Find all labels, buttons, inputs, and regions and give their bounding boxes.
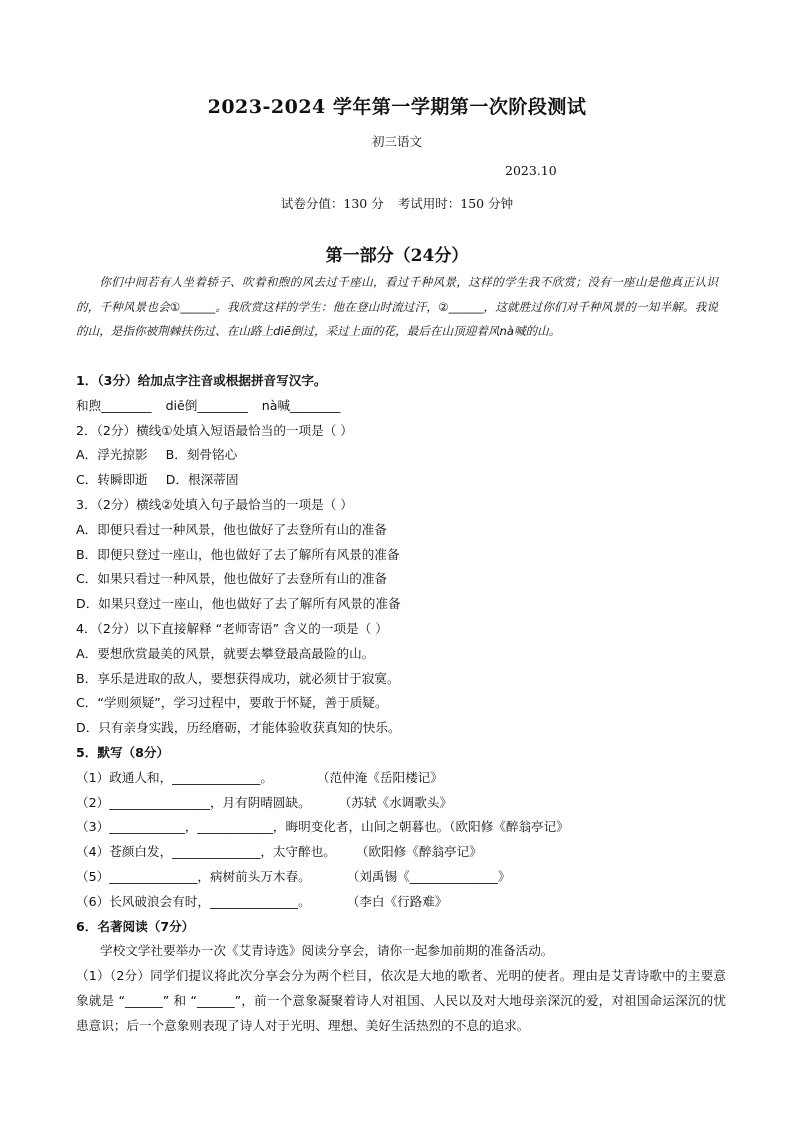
q5-line1-text: （1）政通人和，______________。 xyxy=(76,769,273,785)
q2-options-row1 xyxy=(76,443,726,468)
q2-option-b: B．刻骨铭心 xyxy=(165,447,238,463)
q5-line5-text: （5）______________，病树前头万木春。 xyxy=(76,868,311,884)
passage-text: 你们中间若有人坐着轿子、吹着和煦的风去过千座山，看过千种风景，这样的学生我不欣赏；没有一座山是他真正认识的，千种风景也会①______。我欣赏这样的学生：他在登山时流过汗，②______，这就胜过你们对千种风景的一知半解。我说的山，是指你被荆棘扶伤过、在山路上diē倒过，采过上面的花，最后在山顶迎着风nà喊的山。 xyxy=(76,275,718,339)
q3-stem: 3．（2分）横线②处填入句子最恰当的一项是（ ） xyxy=(76,496,353,512)
q1-item2: diē倒________ xyxy=(165,397,248,413)
q5-line4-source: （欧阳修《醉翁亭记》 xyxy=(355,844,482,860)
q5-line4-text: （4）苍颜白发，______________，太守醉也。 xyxy=(76,844,336,860)
time-info: 考试用时：150 分钟 xyxy=(397,196,514,211)
q4-option-b: B．享乐是进取的敌人，要想获得成功，就必须甘于寂寞。 xyxy=(76,670,400,686)
exam-date: 2023.10 xyxy=(505,163,557,178)
exam-meta xyxy=(0,194,794,212)
q3-option-b: B．即便只登过一座山，他也做好了去了解所有风景的准备 xyxy=(76,546,400,562)
q3-option-d: D．如果只登过一座山，他也做好了去了解所有风景的准备 xyxy=(76,596,401,612)
q4-option-d: D．只有亲身实践，历经磨砺，才能体验收获真知的快乐。 xyxy=(76,720,401,736)
q2-stem: 2．（2分）横线①处填入短语最恰当的一项是（ ） xyxy=(76,422,353,438)
q4-stem: 4．（2分）以下直接解释 “老师寄语” 含义的一项是（ ） xyxy=(76,620,388,636)
score-info: 试卷分值：130 分 xyxy=(280,196,384,211)
q5-line2 xyxy=(76,791,726,816)
q3-option-a: A．即便只看过一种风景，他也做好了去登所有山的准备 xyxy=(76,521,387,537)
subject-label: 初三语文 xyxy=(371,134,422,149)
q4-option-c: C．“学则须疑”，学习过程中，要敢于怀疑，善于质疑。 xyxy=(76,695,388,711)
q5-line4 xyxy=(76,840,726,865)
section-title: 第一部分（24分） xyxy=(325,246,469,266)
q5-line1 xyxy=(76,766,726,791)
q2-options-row2 xyxy=(76,468,726,493)
exam-title: 2023-2024 学年第一学期第一次阶段测试 xyxy=(207,96,587,118)
q1-item1: 和煦________ xyxy=(76,397,152,413)
q6-stem: 6．名著阅读（7分） xyxy=(76,918,195,934)
q1-stem: 1．（3分）给加点字注音或根据拼音写汉字。 xyxy=(76,373,327,388)
q5-line1-source: （范仲淹《岳阳楼记》 xyxy=(316,769,443,785)
q6-intro: 学校文学社要举办一次《艾青诗选》阅读分享会，请你一起参加前期的准备活动。 xyxy=(100,943,554,959)
q1-items xyxy=(76,394,726,419)
q3-option-c: C．如果只看过一种风景，他也做好了去登所有山的准备 xyxy=(76,571,388,587)
q6-part1: （1）（2分）同学们提议将此次分享会分为两个栏目，依次是大地的歌者、光明的使者。理由是艾青诗歌中的主要意象就是 “______” 和 “______”，前一个意象凝聚着诗人对祖国、人民以及对大地母亲深沉的爱，对祖国命运深沉的忧患意识；后一个意象则表现了诗人对于光明、理想、美好生活热烈的不息的追求。 xyxy=(76,968,726,1033)
q5-line6-source: （李白《行路难》 xyxy=(346,893,448,909)
q5-line5 xyxy=(76,865,726,890)
q5-line2-source: （苏轼《水调歌头》 xyxy=(338,794,453,810)
q2-option-a: A．浮光掠影 xyxy=(76,447,148,463)
reading-passage xyxy=(76,270,718,344)
q5-line2-text: （2）________________，月有阴晴圆缺。 xyxy=(76,794,311,810)
q1-item3: nà喊________ xyxy=(261,397,341,413)
q4-option-a: A．要想欣赏最美的风景，就要去攀登最高最险的山。 xyxy=(76,645,375,661)
q5-line6 xyxy=(76,890,726,915)
q2-option-c: C．转瞬即逝 xyxy=(76,472,148,488)
q5-line3: （3）____________，____________，晦明变化者，山间之朝暮也。（欧阳修《醉翁亭记》 xyxy=(76,819,569,835)
q5-line5-source: （刘禹锡《______________》 xyxy=(346,868,511,884)
questions xyxy=(76,369,726,1039)
q2-option-d: D．根深蒂固 xyxy=(165,472,239,488)
q5-line6-text: （6）长风破浪会有时，______________。 xyxy=(76,893,311,909)
q5-stem: 5．默写（8分） xyxy=(76,744,170,760)
